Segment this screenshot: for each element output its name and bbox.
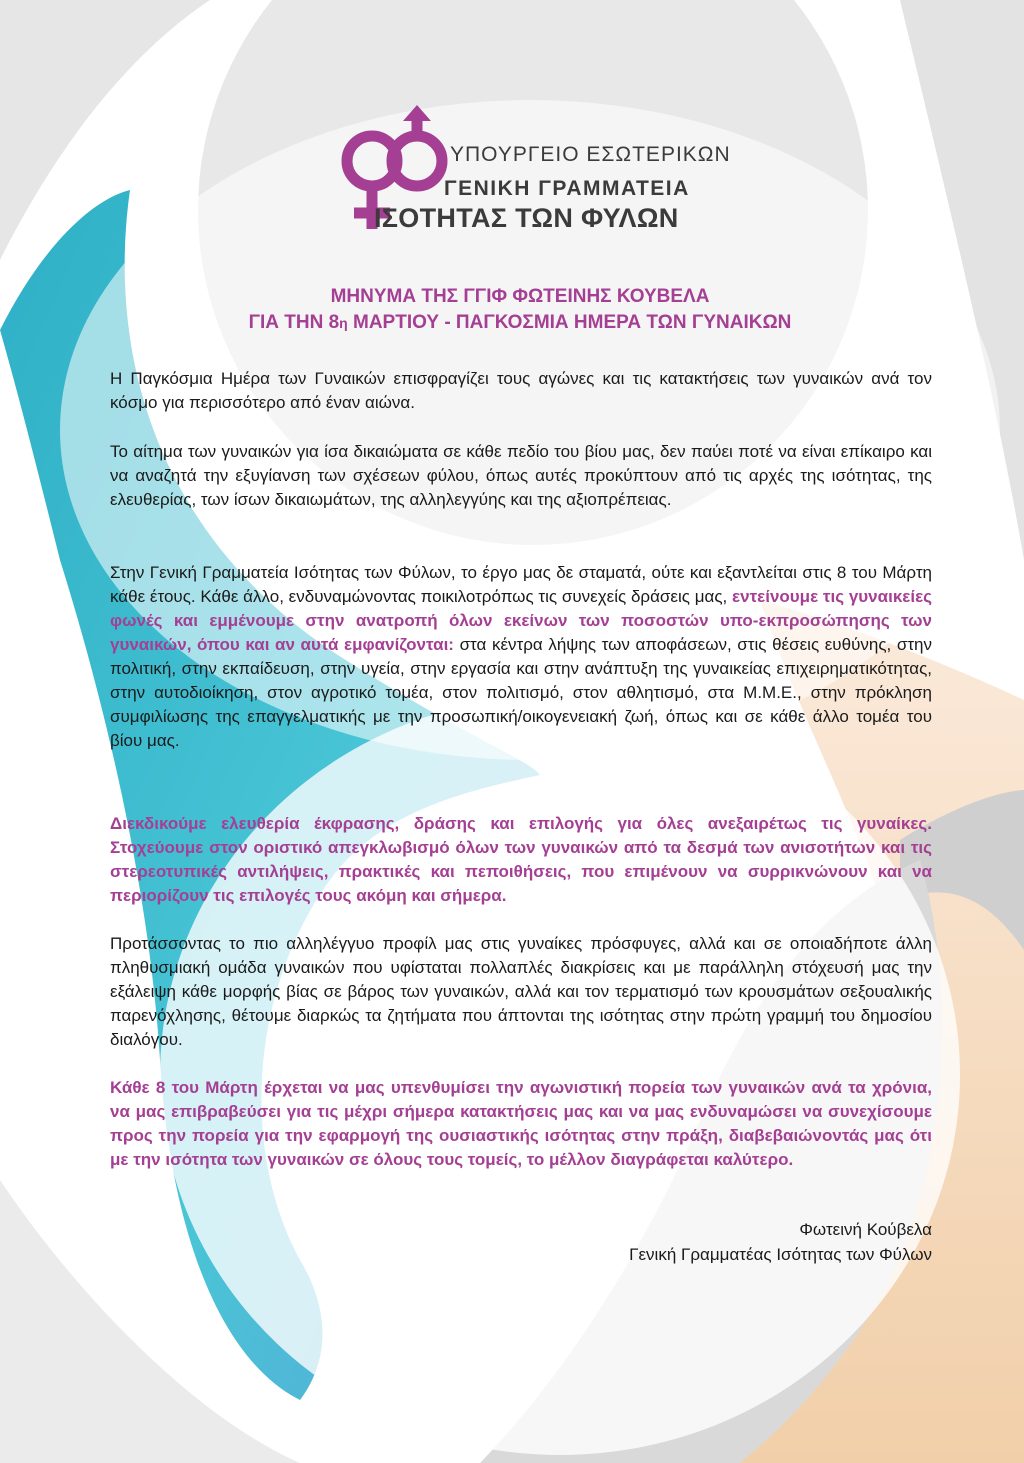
title-line-2-pre: ΓΙΑ ΤΗΝ 8 [248, 312, 340, 333]
document-title [110, 284, 930, 336]
title-line-1: ΜΗΝΥΜΑ ΤΗΣ ΓΓΙΦ ΦΩΤΕΙΝΗΣ ΚΟΥΒΕΛΑ [330, 286, 710, 307]
title-line-2-post: ΜΑΡΤΙΟΥ - ΠΑΓΚΟΣΜΙΑ ΗΜΕΡΑ ΤΩΝ ΓΥΝΑΙΚΩΝ [347, 312, 792, 333]
signature-block [629, 1217, 932, 1267]
paragraph-work-post: στα κέντρα λήψης των αποφάσεων, στις θέσεις ευθύνης, στην πολιτική, στην εκπαίδευση, στην υγεία, στην εργασία και στην ανάπτυξη της γυναικείας επιχειρηματικότητας, στην αυτοδιοίκηση, στον αγροτικό τομέα, στον πολιτισμό, στον αθλητισμό, στα Μ.Μ.Ε., στην πρόκληση συμφιλίωσης της επαγγελματικής με την προσωπική/οικογενειακή ζωή, όπως και σε κάθε άλλο τομέα του βίου μας. [110, 635, 932, 750]
paragraph-demand: Το αίτημα των γυναικών για ίσα δικαιώματα σε κάθε πεδίο του βίου μας, δεν παύει ποτέ να είναι επίκαιρο και να αναζητά την εξυγίανση των σχέσεων φύλου, όπως αυτές προκύπτουν από τις αρχές της ισότητας, της ελευθερίας, των ίσων δικαιωμάτων, της αλληλεγγύης και της αξιοπρέπειας. [110, 442, 932, 509]
paragraph-work-pre: Στην Γενική Γραμματεία Ισότητας των Φύλων, το έργο μας δε σταματά, ούτε και εξαντλείται στις 8 του Μάρτη κάθε έτους. Κάθε άλλο, ενδυναμώνοντας ποικιλοτρόπως τις συνεχείς δράσεις μας, [110, 563, 932, 606]
paragraph-intro: Η Παγκόσμια Ημέρα των Γυναικών επισφραγίζει τους αγώνες και τις κατακτήσεις των γυναικών ανά τον κόσμο για περισσότερο από έναν αιώνα. [110, 369, 932, 412]
title-line-2 [110, 310, 930, 336]
paragraph-work [110, 561, 932, 753]
paragraph-work-highlight: εντείνουμε τις γυναικείες φωνές και εμμένουμε στην ανατροπή όλων εκείνων των ποσοστών υπο-εκπροσώπησης των γυναικών, όπου και αν αυτά εμφανίζονται: [110, 587, 932, 654]
paragraph-refugees: Προτάσσοντας το πιο αλληλέγγυο προφίλ μας στις γυναίκες πρόσφυγες, αλλά και σε οποιαδήποτε άλλη πληθυσμιακή ομάδα γυναικών που υφίσταται πολλαπλές διακρίσεις και με παράλληλη στόχευσή μας την εξάλειψη κάθε μορφής βίας σε βάρος των γυναικών, αλλά και τον τερματισμό των κρουσμάτων σεξουαλικής παρενόχλησης, θέτουμε διαρκώς τα ζητήματα που άπτονται της ισότητας στην πρώτη γραμμή του δημοσίου διαλόγου. [110, 934, 932, 1049]
logo-secretariat-name: ΓΕΝΙΚΗ ΓΡΑΜΜΑΤΕΙΑ [444, 177, 690, 200]
logo-ministry-name: ΥΠΟΥΡΓΕΙΟ ΕΣΩΤΕΡΙΚΩΝ [450, 143, 731, 166]
logo-equality-name: ΙΣΟΤΗΤΑΣ ΤΩΝ ΦΥΛΩΝ [374, 203, 679, 233]
paragraph-closing: Κάθε 8 του Μάρτη έρχεται να μας υπενθυμίσει την αγωνιστική πορεία των γυναικών ανά τα χρόνια, να μας επιβραβεύσει για τις μέχρι σήμερα κατακτήσεις μας και να μας ενδυναμώσει να συνεχίσουμε προς την πορεία για την εφαρμογή της ουσιαστικής ισότητας στην πράξη, διαβεβαιώνοντάς μας ότι με την ισότητα των γυναικών σε όλους τους τομείς, το μέλλον διαγράφεται καλύτερο. [110, 1078, 932, 1169]
signature-role: Γενική Γραμματέας Ισότητας των Φύλων [629, 1245, 932, 1264]
title-line-2-suffix: η [339, 315, 348, 331]
paragraph-freedom: Διεκδικούμε ελευθερία έκφρασης, δράσης και επιλογής για όλες ανεξαιρέτως τις γυναίκες. Στοχεύουμε στον οριστικό απεγκλωβισμό όλων των γυναικών από τα δεσμά των ανισοτήτων και τις στερεοτυπικές αντιλήψεις, πρακτικές και πεποιθήσεις, που επιμένουν να συρρικνώνουν και να περιορίζουν τις επιλογές τους ακόμη και σήμερα. [110, 814, 932, 905]
signature-name: Φωτεινή Κούβελα [799, 1220, 932, 1239]
ministry-logo [338, 105, 731, 235]
